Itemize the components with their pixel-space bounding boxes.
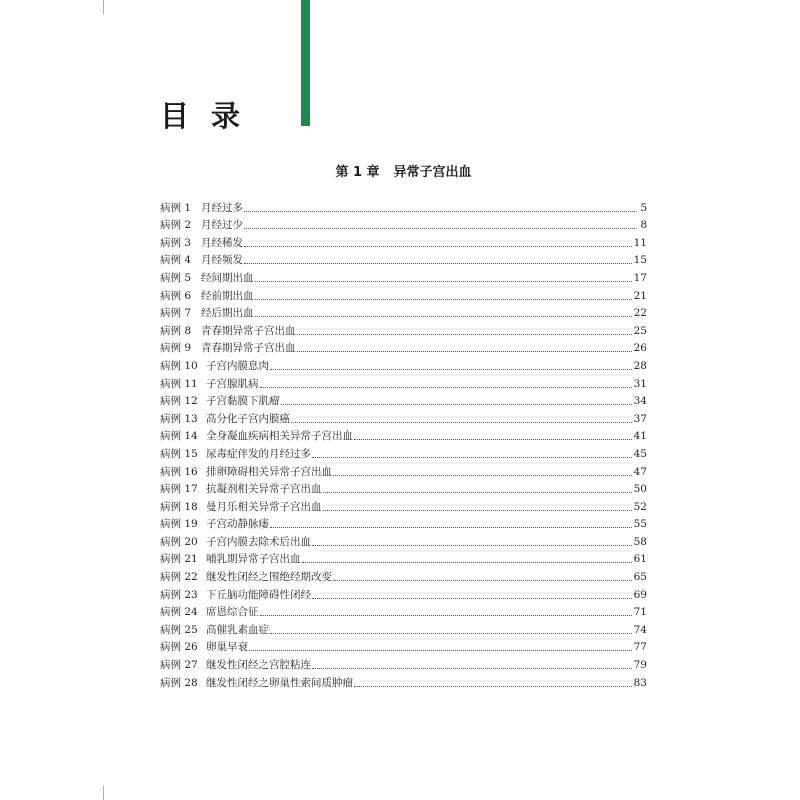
toc-entry[interactable]	[160, 408, 647, 426]
case-label: 病例 3	[160, 236, 192, 249]
dot-leader	[297, 351, 632, 352]
case-label: 病例 7	[160, 307, 192, 320]
case-label: 病例 26	[160, 641, 198, 654]
dot-leader	[255, 316, 632, 317]
case-label: 病例 5	[160, 271, 192, 284]
dot-leader	[281, 404, 632, 405]
page-number: 28	[633, 359, 647, 372]
entry-title: 月经过多	[201, 201, 243, 214]
dot-leader	[244, 263, 632, 264]
toc-entry[interactable]	[160, 338, 647, 356]
case-label: 病例 22	[160, 571, 198, 584]
dot-leader	[260, 387, 632, 388]
page-number: 52	[633, 500, 647, 513]
case-label: 病例 4	[160, 254, 192, 267]
entry-title: 排卵障碍相关异常子宫出血	[206, 465, 332, 478]
entry-title: 下丘脑功能障碍性闭经	[206, 588, 311, 601]
page-number: 61	[633, 553, 647, 566]
page-number: 47	[633, 465, 647, 478]
toc-entry[interactable]	[160, 479, 647, 497]
case-label: 病例 17	[160, 483, 198, 496]
page-number: 8	[640, 219, 647, 232]
entry-title: 曼月乐相关异常子宫出血	[206, 500, 322, 513]
entry-title: 继发性闭经之宫腔粘连	[206, 659, 311, 672]
crop-mark-top	[103, 0, 104, 14]
toc-entry[interactable]	[160, 443, 647, 461]
page-number: 58	[633, 535, 647, 548]
toc-entry[interactable]	[160, 637, 647, 655]
dot-leader	[244, 211, 635, 212]
entry-title: 卵巢早衰	[206, 641, 248, 654]
toc-entry[interactable]	[160, 602, 647, 620]
page-number: 71	[633, 606, 647, 619]
page-number: 5	[640, 201, 647, 214]
case-label: 病例 19	[160, 518, 198, 531]
toc-entry[interactable]	[160, 549, 647, 567]
page-number: 50	[633, 483, 647, 496]
toc-entry[interactable]	[160, 250, 647, 268]
dot-leader	[270, 633, 632, 634]
entry-title: 子宫内膜去除术后出血	[206, 535, 311, 548]
toc-entry[interactable]	[160, 426, 647, 444]
dot-leader	[312, 545, 632, 546]
dot-leader	[291, 422, 632, 423]
toc-entry[interactable]	[160, 531, 647, 549]
toc-entry[interactable]	[160, 496, 647, 514]
dot-leader	[255, 299, 632, 300]
entry-title: 继发性闭经之围绝经期改变	[206, 571, 332, 584]
page-number: 37	[633, 412, 647, 425]
dot-leader	[354, 686, 632, 687]
toc-entry[interactable]	[160, 566, 647, 584]
case-label: 病例 16	[160, 465, 198, 478]
page-number: 34	[633, 395, 647, 408]
dot-leader	[270, 527, 632, 528]
case-label: 病例 24	[160, 606, 198, 619]
toc-entry[interactable]	[160, 320, 647, 338]
toc-entry[interactable]	[160, 672, 647, 690]
toc-entry[interactable]	[160, 514, 647, 532]
page-number: 65	[633, 571, 647, 584]
case-label: 病例 1	[160, 201, 192, 214]
page-number: 26	[633, 342, 647, 355]
dot-leader	[244, 228, 635, 229]
toc-entry[interactable]	[160, 619, 647, 637]
dot-leader	[312, 668, 632, 669]
case-label: 病例 21	[160, 553, 198, 566]
accent-bar	[301, 0, 310, 126]
toc-entry[interactable]	[160, 461, 647, 479]
page-number: 45	[633, 447, 647, 460]
entry-title: 高催乳素血症	[206, 623, 269, 636]
case-label: 病例 8	[160, 324, 192, 337]
case-label: 病例 25	[160, 623, 198, 636]
toc-entry[interactable]	[160, 355, 647, 373]
page-number: 79	[633, 659, 647, 672]
dot-leader	[354, 439, 632, 440]
dot-leader	[244, 246, 632, 247]
dot-leader	[302, 562, 632, 563]
page-number: 17	[633, 271, 647, 284]
entry-title: 全身凝血疾病相关异常子宫出血	[206, 430, 353, 443]
entry-title: 高分化子宫内膜癌	[206, 412, 290, 425]
entry-title: 尿毒症伴发的月经过多	[206, 447, 311, 460]
entry-title: 月经频发	[201, 254, 243, 267]
case-label: 病例 9	[160, 342, 192, 355]
case-label: 病例 14	[160, 430, 198, 443]
entry-title: 经前期出血	[201, 289, 254, 302]
dot-leader	[297, 334, 632, 335]
toc-entry[interactable]	[160, 654, 647, 672]
dot-leader	[323, 492, 632, 493]
page-number: 11	[633, 236, 647, 249]
entry-title: 经间期出血	[201, 271, 254, 284]
page-number: 69	[633, 588, 647, 601]
entry-title: 子宫腺肌病	[206, 377, 259, 390]
toc-list	[160, 197, 647, 690]
chapter-title: 异常子宫出血	[393, 165, 472, 180]
page-number: 77	[633, 641, 647, 654]
entry-title: 青春期异常子宫出血	[201, 342, 296, 355]
toc-entry[interactable]	[160, 267, 647, 285]
case-label: 病例 2	[160, 219, 192, 232]
page-number: 21	[633, 289, 647, 302]
case-label: 病例 27	[160, 659, 198, 672]
dot-leader	[312, 457, 632, 458]
toc-entry[interactable]	[160, 197, 647, 215]
case-label: 病例 13	[160, 412, 198, 425]
entry-title: 子宫动静脉瘘	[206, 518, 269, 531]
entry-title: 子宫黏膜下肌瘤	[206, 395, 280, 408]
dot-leader	[255, 281, 632, 282]
toc-entry[interactable]	[160, 232, 647, 250]
page-number: 74	[633, 623, 647, 636]
toc-entry[interactable]	[160, 215, 647, 233]
crop-mark-bottom	[103, 786, 104, 800]
case-label: 病例 23	[160, 588, 198, 601]
dot-leader	[270, 369, 632, 370]
entry-title: 子宫内膜息肉	[206, 359, 269, 372]
case-label: 病例 10	[160, 359, 198, 372]
case-label: 病例 20	[160, 535, 198, 548]
toc-entry[interactable]	[160, 391, 647, 409]
toc-entry[interactable]	[160, 373, 647, 391]
toc-entry[interactable]	[160, 584, 647, 602]
case-label: 病例 11	[160, 377, 198, 390]
case-label: 病例 15	[160, 447, 198, 460]
page-number: 31	[633, 377, 647, 390]
toc-title: 目录	[160, 99, 263, 133]
dot-leader	[333, 580, 632, 581]
page-number: 22	[633, 307, 647, 320]
entry-title: 青春期异常子宫出血	[201, 324, 296, 337]
page-number: 41	[633, 430, 647, 443]
chapter-heading	[160, 163, 647, 183]
case-label: 病例 12	[160, 395, 198, 408]
dot-leader	[323, 510, 632, 511]
entry-title: 继发性闭经之卵巢性索间质肿瘤	[206, 676, 353, 689]
dot-leader	[249, 650, 632, 651]
page-number: 25	[633, 324, 647, 337]
dot-leader	[260, 615, 632, 616]
dot-leader	[312, 598, 632, 599]
case-label: 病例 18	[160, 500, 198, 513]
case-label: 病例 28	[160, 676, 198, 689]
toc-entry[interactable]	[160, 285, 647, 303]
entry-title: 抗凝剂相关异常子宫出血	[206, 483, 322, 496]
entry-title: 月经稀发	[201, 236, 243, 249]
entry-title: 席恩综合征	[206, 606, 259, 619]
entry-title: 经后期出血	[201, 307, 254, 320]
case-label: 病例 6	[160, 289, 192, 302]
entry-title: 哺乳期异常子宫出血	[206, 553, 301, 566]
chapter-label: 第 1 章	[335, 165, 380, 180]
page-number: 15	[633, 254, 647, 267]
toc-entry[interactable]	[160, 303, 647, 321]
page-number: 55	[633, 518, 647, 531]
dot-leader	[333, 475, 632, 476]
page-number: 83	[633, 676, 647, 689]
entry-title: 月经过少	[201, 219, 243, 232]
